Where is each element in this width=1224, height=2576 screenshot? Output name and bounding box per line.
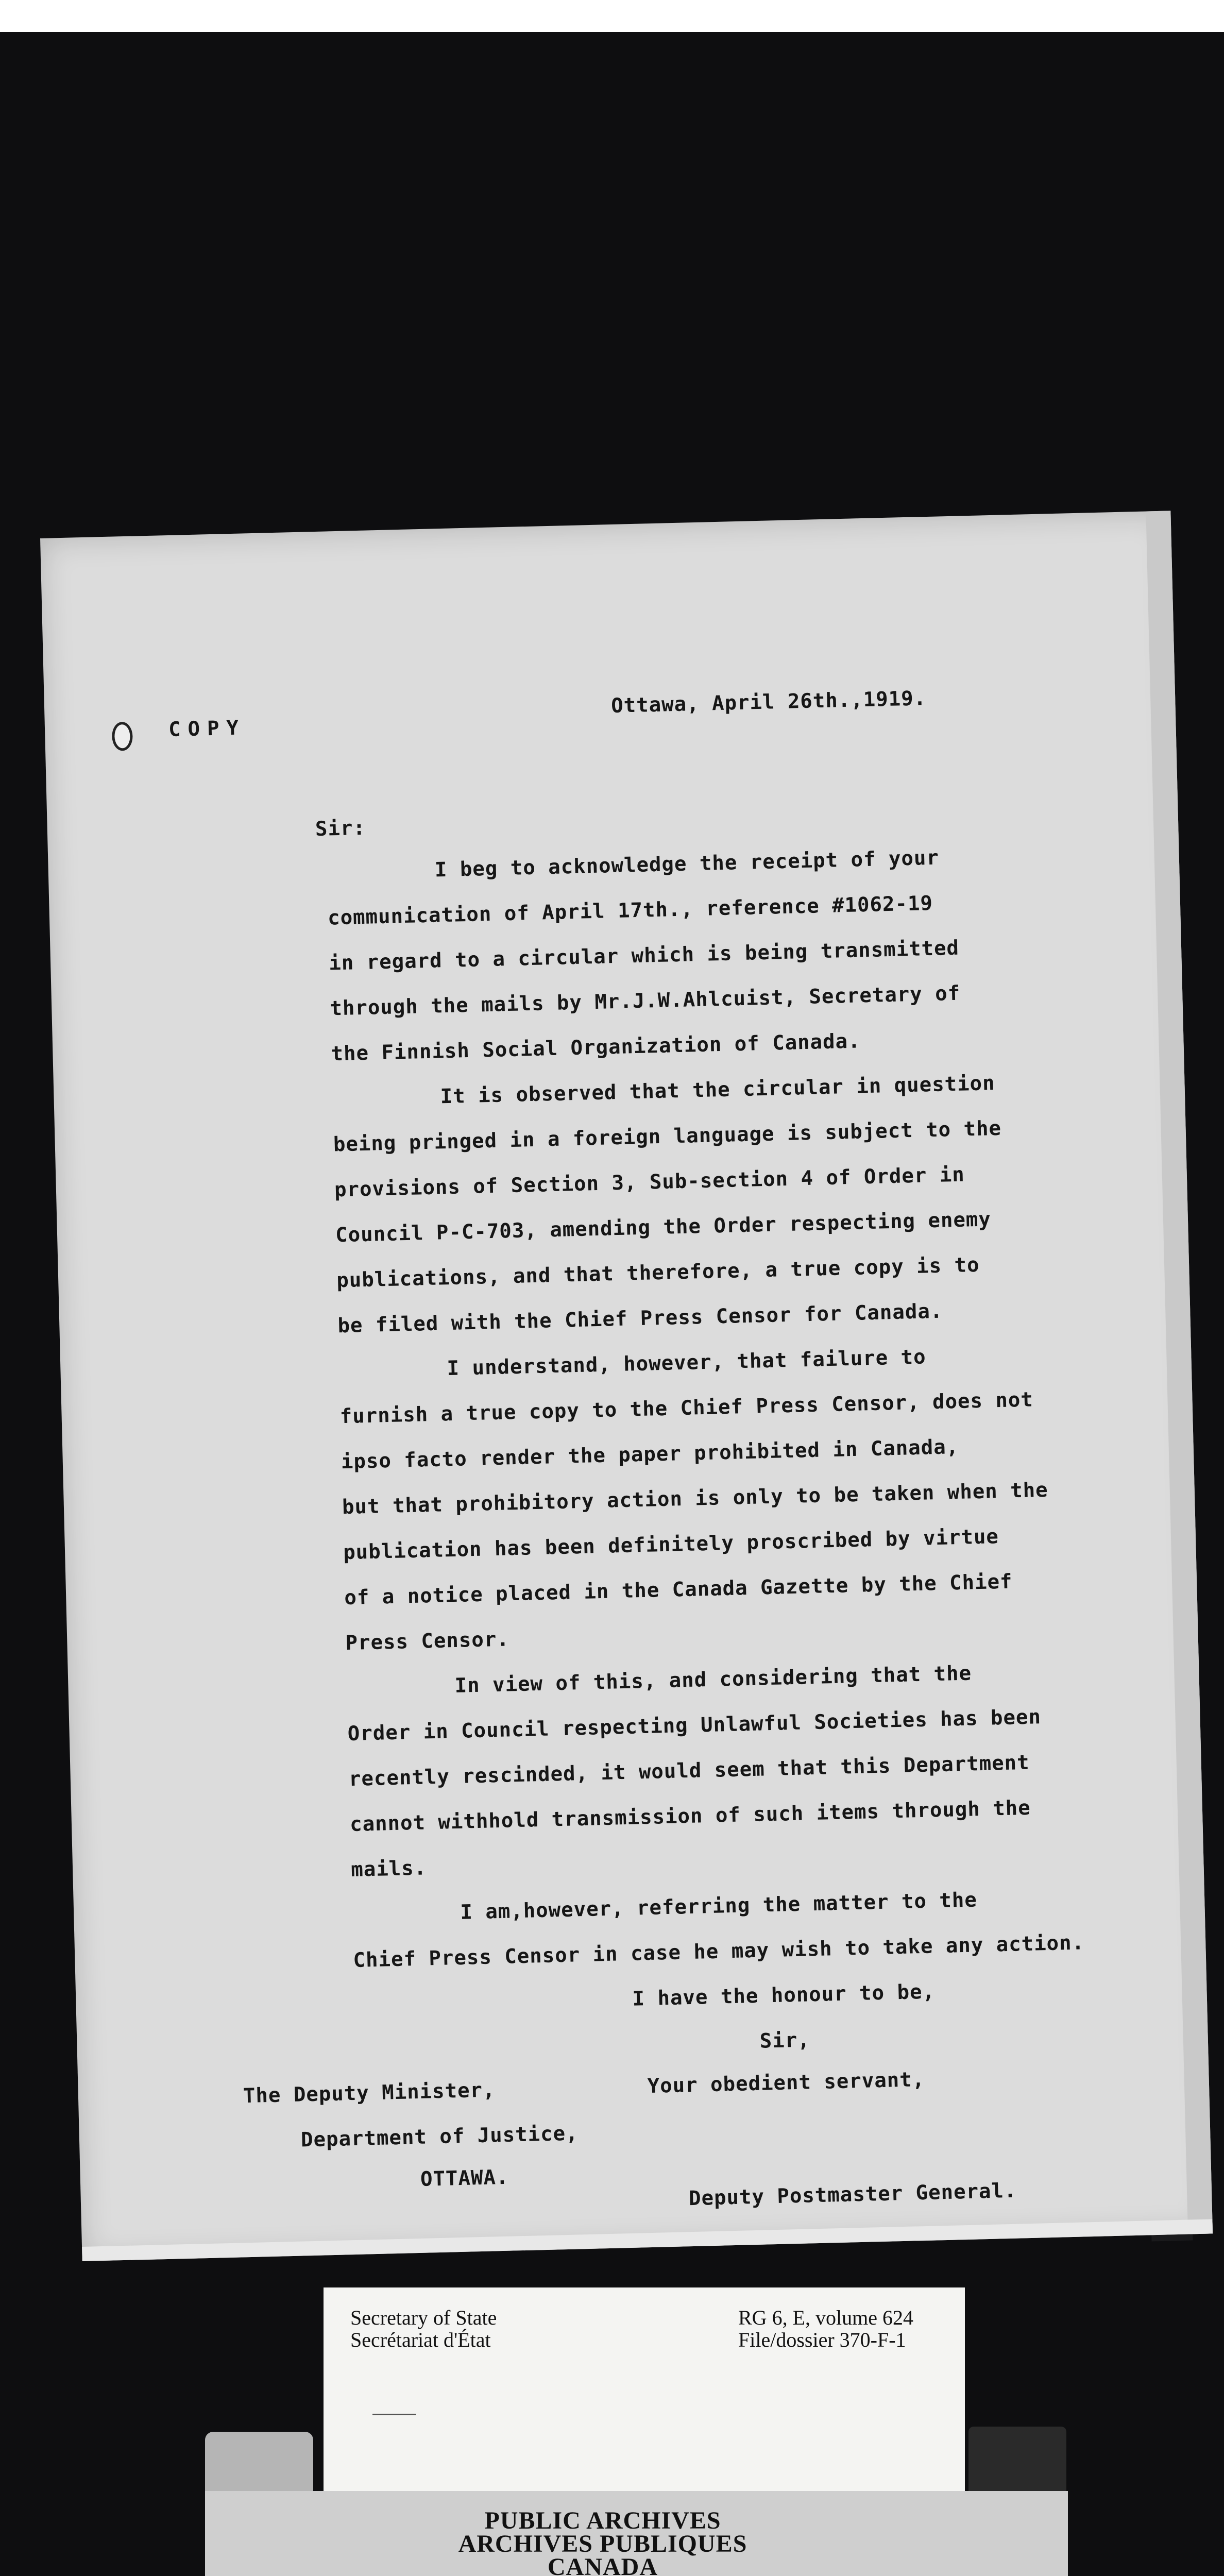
- stamp-line1: PUBLIC ARCHIVES: [484, 2507, 721, 2534]
- body-line: provisions of Section 3, Sub-section 4 of Order in: [334, 1163, 965, 1202]
- label-dept-fr: Secrétariat d'État: [350, 2328, 491, 2351]
- signature-title: Deputy Postmaster General.: [688, 2179, 1017, 2211]
- stamp-line3: CANADA: [548, 2553, 658, 2576]
- body-line: In view of this, and considering that the: [454, 1662, 972, 1698]
- body-line: through the mails by Mr.J.W.Ahlcuist, Secretary of: [329, 981, 961, 1021]
- addressee-line3: OTTAWA.: [420, 2165, 509, 2191]
- body-line: Chief Press Censor in case he may wish to take any action.: [353, 1931, 1085, 1972]
- body-line: communication of April 17th., reference #1062-19: [327, 891, 933, 930]
- punch-hole-icon: [112, 722, 133, 751]
- body-line: I beg to acknowledge the receipt of your: [434, 846, 940, 882]
- body-line: of a notice placed in the Canada Gazette by the Chief: [344, 1570, 1013, 1610]
- addressee-line2: Department of Justice,: [300, 2122, 579, 2152]
- closing-honour: I have the honour to be,: [632, 1980, 936, 2011]
- body-line: mails.: [350, 1856, 427, 1882]
- body-line: Order in Council respecting Unlawful Societies has been: [347, 1705, 1042, 1746]
- body-line: the Finnish Social Organization of Canada.: [331, 1029, 861, 1066]
- body-line: It is observed that the circular in question: [440, 1072, 996, 1109]
- label-dash: [372, 2414, 416, 2415]
- archive-label-card: [324, 2287, 965, 2494]
- body-line: I am,however, referring the matter to the: [460, 1888, 978, 1924]
- stamp-line2: ARCHIVES PUBLIQUES: [458, 2530, 747, 2557]
- closing-servant: Your obedient servant,: [647, 2067, 925, 2098]
- body-line: Press Censor.: [345, 1628, 510, 1655]
- closing-sir: Sir,: [759, 2028, 811, 2053]
- body-line: Council P-C-703, amending the Order respecting enemy: [335, 1208, 992, 1247]
- scanner-top-strip: [0, 0, 1224, 32]
- body-line: cannot withhold transmission of such items through the: [349, 1796, 1031, 1837]
- label-reference: RG 6, E, volume 624: [738, 2306, 913, 2329]
- body-line: in regard to a circular which is being transmitted: [328, 936, 960, 975]
- addressee-line1: The Deputy Minister,: [243, 2078, 496, 2108]
- copy-mark: COPY: [168, 716, 246, 742]
- archive-stamp: [268, 2509, 938, 2576]
- label-dept-en: Secretary of State: [350, 2306, 497, 2329]
- body-line: but that prohibitory action is only to be taken when the: [342, 1478, 1049, 1519]
- body-line: recently rescinded, it would seem that this Department: [348, 1751, 1030, 1791]
- letter-salutation: Sir:: [315, 816, 366, 841]
- body-line: publication has been definitely proscribed by virtue: [343, 1525, 999, 1565]
- body-line: furnish a true copy to the Chief Press Censor, does not: [339, 1388, 1034, 1429]
- letter-page: [40, 511, 1213, 2261]
- body-line: ipso facto render the paper prohibited in Canada,: [341, 1435, 959, 1474]
- body-line: publications, and that therefore, a true copy is to: [336, 1253, 980, 1293]
- body-line: being pringed in a foreign language is subject to the: [333, 1116, 1002, 1157]
- body-line: be filed with the Chief Press Censor for Canada.: [337, 1299, 943, 1338]
- letter-dateline: Ottawa, April 26th.,1919.: [610, 687, 927, 718]
- label-file: File/dossier 370-F-1: [738, 2328, 906, 2351]
- body-line: I understand, however, that failure to: [447, 1345, 927, 1381]
